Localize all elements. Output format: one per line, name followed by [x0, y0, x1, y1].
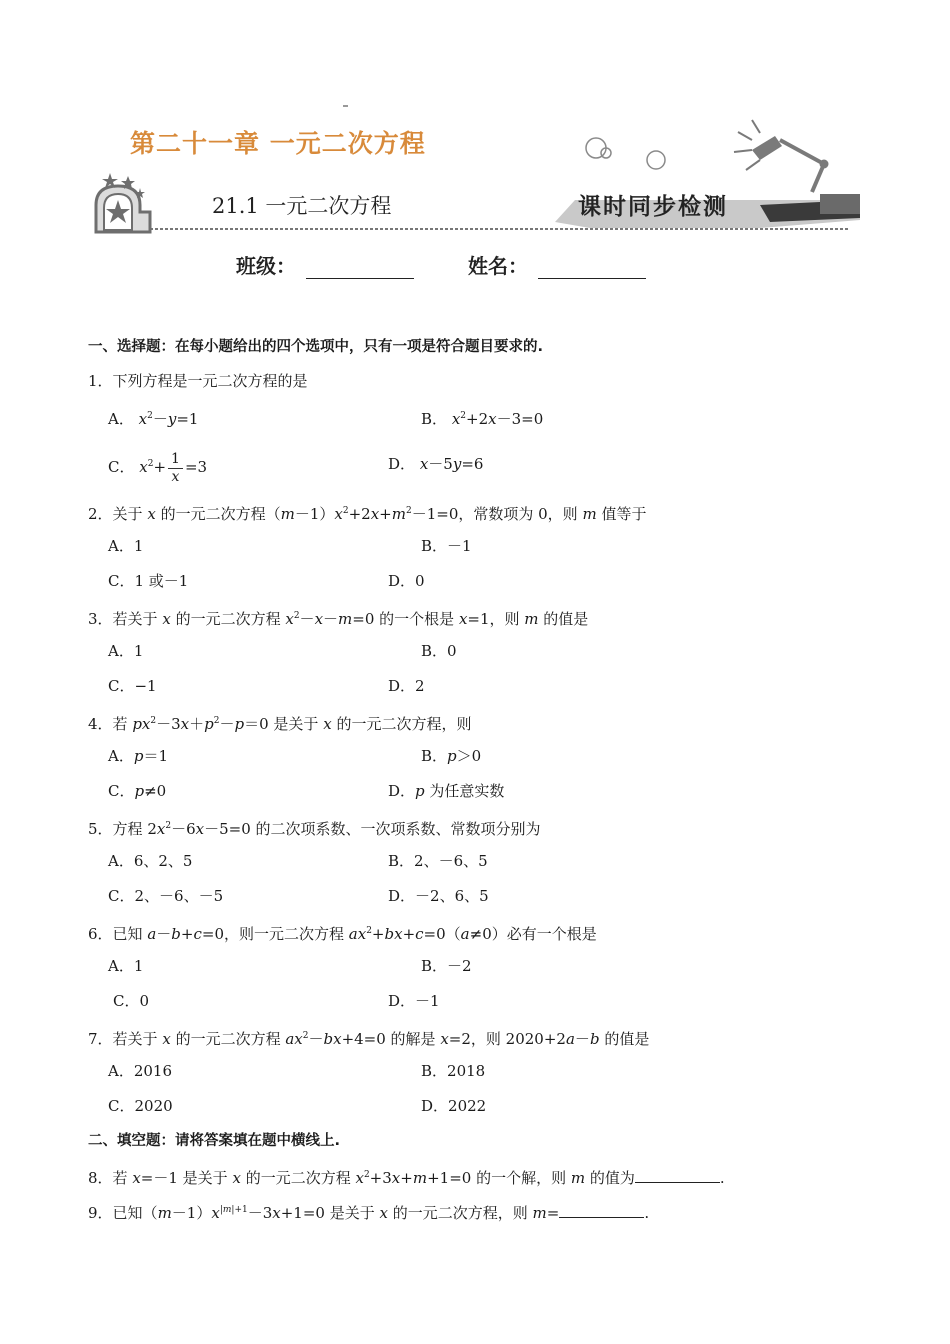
question-2-options-row1 — [88, 529, 888, 564]
question-1: 1．下列方程是一元二次方程的是 — [88, 372, 308, 390]
question-3-options-row1 — [88, 634, 888, 669]
question-9: 9．已知$(m-1)x^{|m|+1}-3x+1=0$ 是关于 x 的一元二次方程，则 m= . — [88, 1193, 888, 1228]
part2-heading: 二、填空题：请将答案填在题中横线上. — [88, 1133, 341, 1149]
q4-option-d[interactable]: D．p 为任意实数 — [388, 782, 505, 800]
question-4-options-row2 — [88, 774, 888, 809]
q1-option-d[interactable]: D． x－5y=6 — [388, 455, 484, 473]
q7-option-d[interactable]: D．2022 — [421, 1097, 487, 1115]
q2-option-c[interactable]: C．1 或－1 — [108, 572, 189, 590]
class-label: 班级： — [236, 254, 296, 278]
q9-answer-blank[interactable] — [559, 1201, 644, 1218]
q1-option-a[interactable]: A． $x^2-y=1$ — [108, 410, 199, 428]
q3-option-c[interactable]: C．−1 — [108, 677, 157, 695]
q7-option-c[interactable]: C．2020 — [108, 1097, 173, 1115]
q2-option-b[interactable]: B．－1 — [421, 537, 472, 555]
q4-option-c[interactable]: C．p≠0 — [108, 782, 167, 800]
chapter-title: 第二十一章 一元二次方程 — [130, 129, 426, 158]
question-2: 2．关于 x 的一元二次方程$(m-1)x^2+2x+m^2-1=0$，常数项为 0，则 m 值等于 — [88, 505, 647, 523]
question-5-options-row1 — [88, 844, 888, 879]
banner-title: 课时同步检测 — [578, 194, 728, 220]
q7-option-a[interactable]: A．2016 — [108, 1062, 173, 1080]
class-blank[interactable] — [306, 260, 414, 279]
q5-option-c[interactable]: C．2、－6、－5 — [108, 887, 224, 905]
q6-option-b[interactable]: B．－2 — [421, 957, 472, 975]
q5-option-d[interactable]: D．－2、6、5 — [388, 887, 489, 905]
question-6-options-row1 — [88, 949, 888, 984]
q5-option-a[interactable]: A．6、2、5 — [108, 852, 193, 870]
q4-option-a[interactable]: A．p＝1 — [108, 747, 168, 765]
section-title: 21.1 一元二次方程 — [212, 194, 392, 218]
name-label: 姓名： — [468, 254, 528, 278]
question-2-options-row2 — [88, 564, 888, 599]
q3-option-a[interactable]: A．1 — [108, 642, 144, 660]
name-field — [468, 250, 646, 279]
q1-option-b[interactable]: B． $x^2+2x-3=0$ — [421, 410, 544, 428]
q3-option-d[interactable]: D．2 — [388, 677, 425, 695]
q2-option-d[interactable]: D．0 — [388, 572, 425, 590]
q7-option-b[interactable]: B．2018 — [421, 1062, 486, 1080]
q1-option-c[interactable]: C． $x^2+$ $\frac{1}{x}$ =3 — [108, 450, 208, 485]
desk-lamp-icon — [734, 120, 828, 192]
q6-option-d[interactable]: D．－1 — [388, 992, 440, 1010]
q2-option-a[interactable]: A．1 — [108, 537, 144, 555]
question-3-options-row2 — [88, 669, 888, 704]
question-7: 7．若关于 x 的一元二次方程 $ax^2-bx+4=0$ 的解是 x=2，则 2020+2a－b 的值是 — [88, 1030, 650, 1048]
worksheet-content — [88, 330, 888, 1228]
header-banner-graphic — [0, 0, 950, 240]
q5-option-b[interactable]: B．2、－6、5 — [388, 852, 488, 870]
question-8: 8．若 x=－1 是关于 x 的一元二次方程 $x^2+3x+m+1=0$ 的一个解，则 m 的值为 . — [88, 1158, 888, 1193]
q6-option-c[interactable]: C．0 — [113, 992, 150, 1010]
bubble-icon — [586, 138, 665, 169]
q6-option-a[interactable]: A．1 — [108, 957, 144, 975]
class-field — [236, 250, 414, 279]
q3-option-b[interactable]: B．0 — [421, 642, 457, 660]
part1-heading: 一、选择题：在每小题给出的四个选项中，只有一项是符合题目要求的. — [88, 339, 544, 355]
question-5: 5．方程 $2x^2-6x-5=0$ 的二次项系数、一次项系数、常数项分别为 — [88, 820, 541, 838]
question-7-options-row2 — [88, 1089, 888, 1124]
star-badge-icon — [96, 173, 150, 232]
question-6-options-row2 — [88, 984, 888, 1019]
question-4: 4．若 $px^2-3x+p^2-p=0$ 是关于 x 的一元二次方程，则 — [88, 715, 472, 733]
question-4-options-row1 — [88, 739, 888, 774]
name-blank[interactable] — [538, 260, 646, 279]
q4-option-b[interactable]: B．p＞0 — [421, 747, 482, 765]
question-5-options-row2 — [88, 879, 888, 914]
question-1-options-row2 — [88, 434, 888, 494]
question-3: 3．若关于 x 的一元二次方程 $x^2-x-m=0$ 的一个根是 x=1，则 m 的值是 — [88, 610, 589, 628]
question-1-options-row1 — [88, 399, 888, 434]
question-7-options-row1 — [88, 1054, 888, 1089]
q8-answer-blank[interactable] — [635, 1166, 720, 1183]
question-6: 6．已知 a－b+c=0，则一元二次方程 $ax^2+bx+c=0(a\ne 0)$必有一个根是 — [88, 925, 597, 943]
